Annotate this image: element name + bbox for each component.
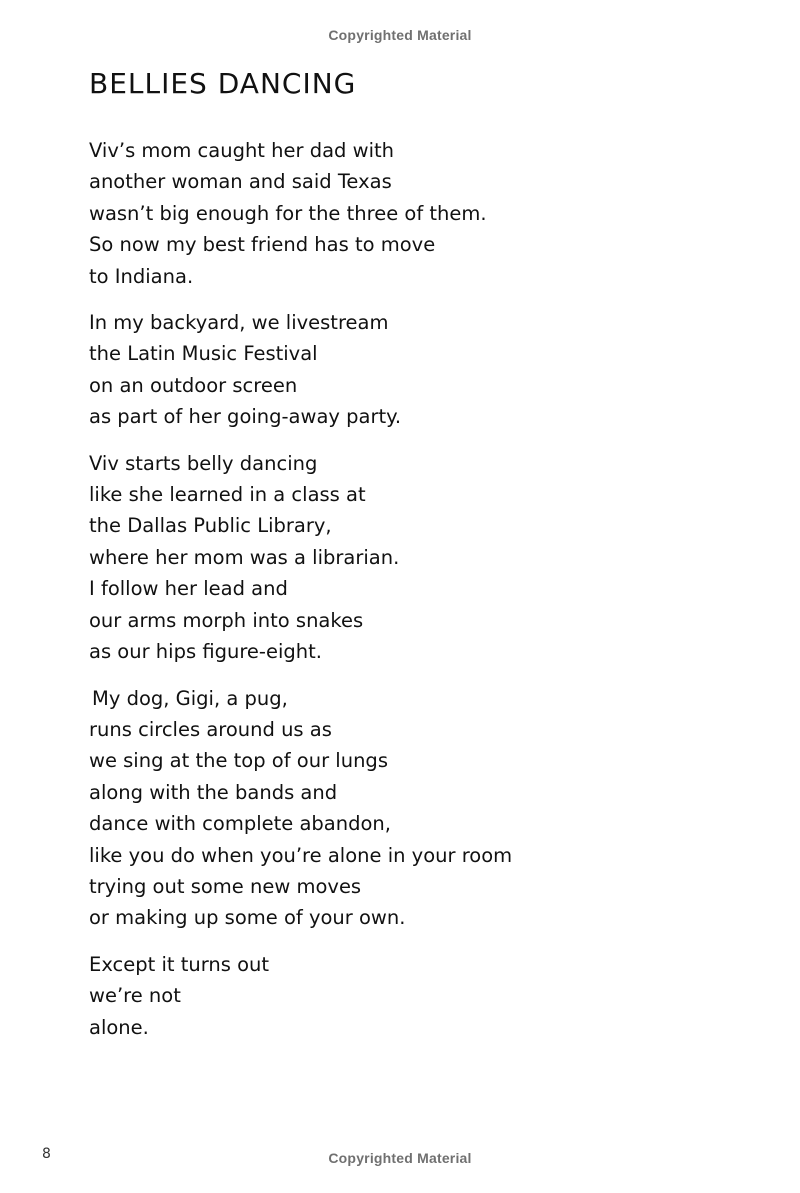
stanza-1: [89, 135, 729, 292]
poem-line: the Dallas Public Library,: [89, 514, 332, 538]
poem-line: or making up some of your own.: [89, 906, 406, 930]
poem-line: I follow her lead and: [89, 577, 288, 601]
poem-line: we sing at the top of our lungs: [89, 749, 388, 773]
poem-line: alone.: [89, 1015, 149, 1039]
poem-line: on an outdoor screen: [89, 373, 298, 397]
poem-line: So now my best friend has to move: [89, 233, 436, 257]
poem-line: like she learned in a class at: [89, 483, 366, 507]
copyright-watermark-top: Copyrighted Material: [328, 27, 472, 43]
poem-line: dance with complete abandon,: [89, 812, 391, 836]
copyright-watermark-bottom: Copyrighted Material: [328, 1150, 472, 1166]
poem-line: we’re not: [89, 984, 181, 1008]
poem-line: another woman and said Texas: [89, 170, 392, 194]
stanza-4: [89, 683, 729, 934]
poem-line: where her mom was a librarian.: [89, 545, 400, 569]
poem-body: [89, 135, 729, 1058]
poem-line: the Latin Music Festival: [89, 342, 318, 366]
poem-line: as our hips figure-eight.: [89, 640, 322, 664]
poem-line: My dog, Gigi, a pug,: [92, 686, 288, 710]
poem-line: as part of her going-away party.: [89, 405, 402, 429]
page-number: 8: [42, 1146, 51, 1162]
poem-line: In my backyard, we livestream: [89, 311, 389, 335]
poem-line: to Indiana.: [89, 264, 194, 288]
poem-line: runs circles around us as: [89, 717, 332, 741]
stanza-2: [89, 307, 729, 433]
poem-line: Viv starts belly dancing: [89, 451, 318, 475]
poem-line: our arms morph into snakes: [89, 608, 364, 632]
poem-line: Except it turns out: [89, 952, 270, 976]
poem-line: wasn’t big enough for the three of them.: [89, 201, 487, 225]
stanza-5: [89, 949, 729, 1043]
poem-line: trying out some new moves: [89, 874, 362, 898]
poem-line: along with the bands and: [89, 780, 338, 804]
stanza-3: [89, 448, 729, 668]
page-title: BELLIES DANCING: [89, 67, 357, 100]
poem-line: like you do when you’re alone in your room: [89, 843, 513, 867]
poem-line: Viv’s mom caught her dad with: [89, 139, 395, 162]
